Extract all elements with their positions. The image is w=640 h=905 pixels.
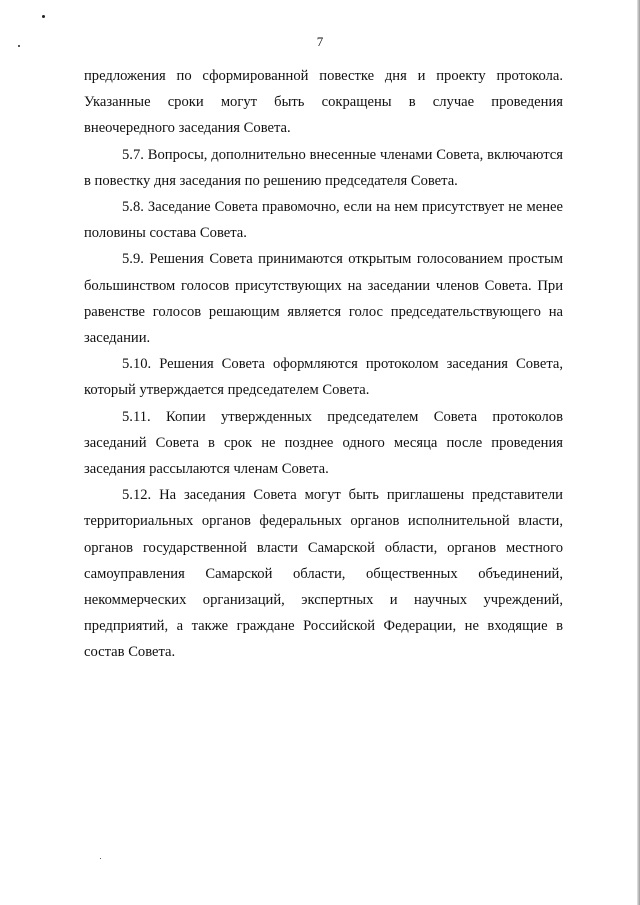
document-body: [84, 63, 563, 666]
paragraph-5-8: 5.8. Заседание Совета правомочно, если на нем присутствует не менее половины состава Совета.: [84, 199, 563, 242]
paragraph-5-7: 5.7. Вопросы, дополнительно внесенные членами Совета, включаются в повестку дня заседания по решению председателя Совета.: [84, 146, 563, 189]
paragraph-5-12: 5.12. На заседания Совета могут быть приглашены представители территориальных органов федеральных органов исполнительной власти, органов государственной власти Самарской области, органов местного самоуправления Самарской области, общественных объединений, некоммерческих организаций, экспертных и научных учреждений, предприятий, а также граждане Российской Федерации, не входящие в состав Совета.: [84, 487, 563, 661]
paragraph-5-11: 5.11. Копии утвержденных председателем Совета протоколов заседаний Совета в срок не позднее одного месяца после проведения заседания рассылаются членам Совета.: [84, 408, 563, 478]
scan-speck: [100, 858, 101, 859]
paragraph-5-10: 5.10. Решения Совета оформляются протоколом заседания Совета, который утверждается председателем Совета.: [84, 356, 563, 399]
paragraph-continued: предложения по сформированной повестке дня и проекту протокола. Указанные сроки могут быть сокращены в случае проведения внеочередного заседания Совета.: [84, 68, 563, 137]
paragraph-5-9: 5.9. Решения Совета принимаются открытым голосованием простым большинством голосов присутствующих на заседании членов Совета. При равенстве голосов решающим является голос председательствующего на заседании.: [84, 251, 563, 347]
scan-speck: [42, 15, 45, 18]
page-number: 7: [316, 34, 324, 49]
